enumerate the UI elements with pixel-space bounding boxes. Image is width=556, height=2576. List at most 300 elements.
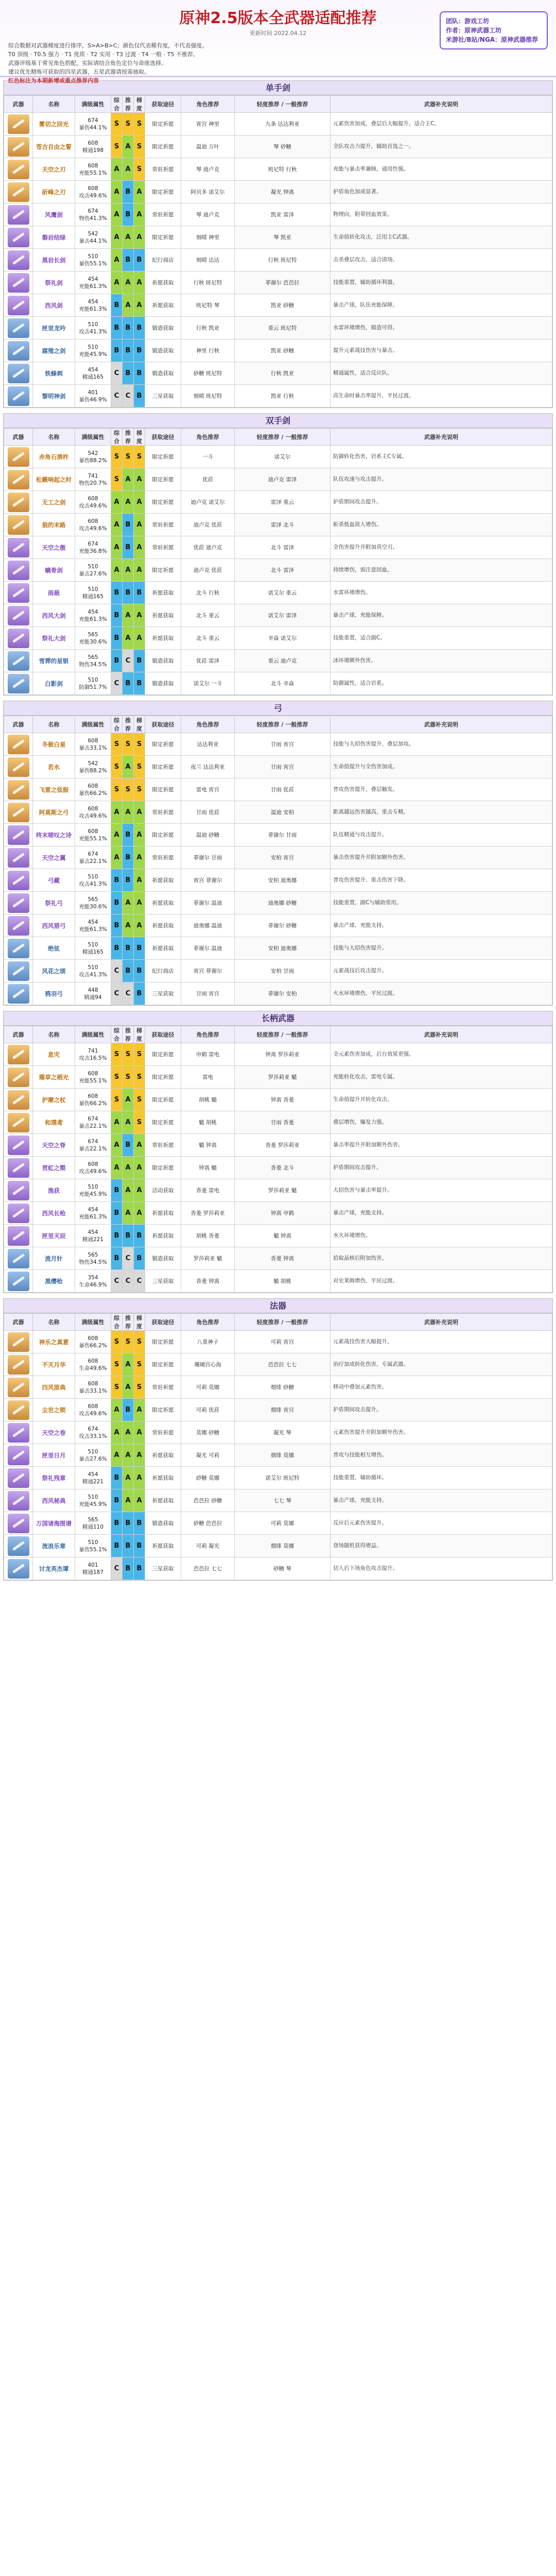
weapon-row[interactable]	[4, 362, 552, 385]
column-header-role: 角色推荐	[181, 1026, 235, 1043]
weapon-stat: 542 暴伤88.2%	[75, 446, 111, 468]
weapon-icon-cell	[4, 385, 33, 408]
column-header-stat: 满级属性	[75, 716, 111, 733]
weapon-icon-cell	[4, 650, 33, 672]
weapon-icon-cell	[4, 1089, 33, 1111]
column-header-tier3: 梯度	[134, 429, 145, 446]
weapon-icon-cell	[4, 1512, 33, 1535]
tier-badge: B	[134, 1247, 145, 1270]
column-header-icon: 武器	[4, 1314, 33, 1331]
weapon-stat: 510 精通165	[75, 582, 111, 604]
tier-badge: A	[134, 204, 145, 226]
weapon-row[interactable]	[4, 1089, 552, 1111]
weapon-row[interactable]	[4, 892, 552, 914]
obtain-method: 限定祈愿	[145, 1399, 181, 1421]
secondary-characters: 北斗 雷泽	[235, 559, 331, 582]
tier-badge: A	[134, 272, 145, 294]
weapon-table	[4, 428, 552, 695]
page-title: 原神2.5版本全武器适配推荐	[179, 9, 377, 27]
weapon-row[interactable]	[4, 672, 552, 695]
weapon-row[interactable]	[4, 559, 552, 582]
tier-badge: S	[134, 1043, 145, 1066]
tier-badge: B	[111, 627, 123, 650]
weapon-section-polearm	[3, 1011, 553, 1293]
weapon-row[interactable]	[4, 1399, 552, 1421]
recommended-characters: 刻晴 班尼特	[181, 385, 235, 408]
recommended-characters: 宵宫 神里	[181, 113, 235, 135]
tier-badge: S	[123, 446, 134, 468]
tier-badge: A	[123, 1444, 134, 1467]
tier-badge: A	[111, 1399, 123, 1421]
weapon-row[interactable]	[4, 317, 552, 340]
weapon-icon-cell	[4, 1353, 33, 1376]
weapon-row[interactable]	[4, 1421, 552, 1444]
obtain-method: 常驻祈愿	[145, 1134, 181, 1157]
obtain-method: 三星获取	[145, 1270, 181, 1293]
tier-badge: A	[123, 604, 134, 627]
tier-badge: S	[134, 778, 145, 801]
column-header-name: 名称	[33, 716, 75, 733]
secondary-characters: 重云 班尼特	[235, 317, 331, 340]
weapon-row[interactable]	[4, 846, 552, 869]
weapon-row[interactable]	[4, 650, 552, 672]
tier-badge: A	[123, 1421, 134, 1444]
obtain-method: 限定祈愿	[145, 226, 181, 249]
column-header-note: 武器补充说明	[331, 1314, 552, 1331]
weapon-row[interactable]	[4, 1043, 552, 1066]
weapon-name: 雨裁	[33, 582, 75, 604]
weapon-row[interactable]	[4, 756, 552, 778]
recommended-characters: 菲谢尔 温迪	[181, 937, 235, 960]
obtain-method: 祈愿获取	[145, 914, 181, 937]
weapon-row[interactable]	[4, 824, 552, 846]
weapon-row[interactable]	[4, 1557, 552, 1580]
tier-badge: C	[123, 650, 134, 672]
column-header-role: 角色推荐	[181, 1314, 235, 1331]
weapon-icon	[8, 871, 29, 890]
secondary-characters: 凝光 钟离	[235, 181, 331, 204]
weapon-stat: 510 防御51.7%	[75, 672, 111, 695]
secondary-characters: 安柏 甘雨	[235, 960, 331, 982]
weapon-icon	[8, 296, 29, 315]
weapon-stat: 608 暴伤66.2%	[75, 1089, 111, 1111]
weapon-icon-cell	[4, 914, 33, 937]
recommended-characters: 砂糖 班尼特	[181, 362, 235, 385]
weapon-name: 苍古自由之誓	[33, 135, 75, 158]
recommended-characters: 申鹤 雷电	[181, 1043, 235, 1066]
weapon-note: 全队攻击力提升，辅助首选之一。	[331, 135, 552, 158]
weapon-note: 击杀叠层攻击，适合清场。	[331, 249, 552, 272]
weapon-note: 全伤害提升并附加真空刃。	[331, 536, 552, 559]
weapon-icon	[8, 1158, 29, 1178]
weapon-icon-cell	[4, 1489, 33, 1512]
tier-badge: A	[123, 1202, 134, 1225]
weapon-table	[4, 95, 552, 408]
weapon-row[interactable]	[4, 340, 552, 362]
weapon-row[interactable]	[4, 272, 552, 294]
tier-badge: S	[123, 1066, 134, 1089]
weapon-icon	[8, 341, 29, 361]
weapon-row[interactable]	[4, 1179, 552, 1202]
weapon-row[interactable]	[4, 1331, 552, 1353]
weapon-note: 反应后元素伤害提升。	[331, 1512, 552, 1535]
weapon-row[interactable]	[4, 914, 552, 937]
secondary-characters: 凯亚 砂糖	[235, 294, 331, 317]
tier-badge: A	[111, 1157, 123, 1179]
tier-badge: S	[111, 1376, 123, 1399]
weapon-row[interactable]	[4, 181, 552, 204]
tier-badge: A	[134, 1467, 145, 1489]
column-header-icon: 武器	[4, 1026, 33, 1043]
secondary-characters: 凯亚 砂糖	[235, 340, 331, 362]
weapon-row[interactable]	[4, 385, 552, 408]
weapon-icon	[8, 1204, 29, 1223]
weapon-note: 斩杀低血敌人增伤。	[331, 514, 552, 536]
secondary-characters: 九条 达达利亚	[235, 113, 331, 135]
weapon-icon	[8, 538, 29, 557]
tier-badge: B	[134, 362, 145, 385]
weapon-row[interactable]	[4, 446, 552, 468]
tier-badge: A	[134, 294, 145, 317]
secondary-characters: 烟绯 莫娜	[235, 1535, 331, 1557]
intro-line: T0 顶级 · T0.5 强力 · T1 优质 · T2 实用 · T3 过渡 · T4 一般 · T5 不推荐。	[8, 51, 199, 58]
tier-badge: S	[111, 756, 123, 778]
weapon-note: 切人后下场角色攻击提升。	[331, 1557, 552, 1580]
weapon-stat: 510 暴伤55.1%	[75, 249, 111, 272]
weapon-icon-cell	[4, 113, 33, 135]
weapon-icon	[8, 735, 29, 754]
weapon-row[interactable]	[4, 960, 552, 982]
weapon-table	[4, 1026, 552, 1293]
weapon-name: 阿莫斯之弓	[33, 801, 75, 824]
secondary-characters: 凯亚 行秋	[235, 385, 331, 408]
weapon-row[interactable]	[4, 982, 552, 1005]
recommended-characters: 钟离 魈	[181, 1157, 235, 1179]
tier-badge: A	[123, 1157, 134, 1179]
tier-badge: A	[123, 1376, 134, 1399]
tier-badge: B	[134, 385, 145, 408]
weapon-icon	[8, 1332, 29, 1352]
weapon-row[interactable]	[4, 582, 552, 604]
weapon-note: 技能重置，辅助循环利器。	[331, 272, 552, 294]
weapon-note: 大招伤害与暴击率提升。	[331, 1179, 552, 1202]
weapon-row[interactable]	[4, 778, 552, 801]
weapon-note: 治疗加成转化伤害，专属武器。	[331, 1353, 552, 1376]
table-header-row	[4, 716, 552, 733]
tier-badge: A	[111, 272, 123, 294]
weapon-icon	[8, 606, 29, 625]
tier-badge: A	[134, 1134, 145, 1157]
tier-badge: A	[111, 559, 123, 582]
column-header-get: 获取途径	[145, 1314, 181, 1331]
weapon-row[interactable]	[4, 1512, 552, 1535]
weapon-stat: 454 精通221	[75, 1225, 111, 1247]
obtain-method: 常驻祈愿	[145, 158, 181, 181]
weapon-stat: 354 生命46.9%	[75, 1270, 111, 1293]
secondary-characters: 烟绯 宵宫	[235, 1399, 331, 1421]
tier-badge: S	[111, 468, 123, 491]
weapon-row[interactable]	[4, 1066, 552, 1089]
column-header-note: 武器补充说明	[331, 1026, 552, 1043]
weapon-icon	[8, 1536, 29, 1556]
obtain-method: 祈愿获取	[145, 272, 181, 294]
weapon-name: 流月针	[33, 1247, 75, 1270]
weapon-row[interactable]	[4, 468, 552, 491]
tier-badge: B	[111, 1467, 123, 1489]
weapon-section-claymore	[3, 413, 553, 696]
tier-badge: A	[123, 135, 134, 158]
column-header-name: 名称	[33, 429, 75, 446]
weapon-name: 腐殖之剑	[33, 340, 75, 362]
weapon-note: 生命值提升与全伤害加成。	[331, 756, 552, 778]
recommended-characters: 芭芭拉 砂糖	[181, 1489, 235, 1512]
tier-badge: A	[123, 1353, 134, 1376]
page-header	[0, 0, 556, 84]
weapon-stat: 741 攻击16.5%	[75, 1043, 111, 1066]
weapon-name: 白影剑	[33, 672, 75, 695]
intro-line: 建议优先精炼可获取的四星武器，五星武器请按需抽取。	[8, 69, 150, 75]
weapon-icon-cell	[4, 249, 33, 272]
weapon-row[interactable]	[4, 294, 552, 317]
weapon-icon	[8, 160, 29, 179]
column-header-rec: 轻度推荐 / 一般推荐	[235, 429, 331, 446]
weapon-note: 元素伤害加成，叠层后大幅提升，适合主C。	[331, 113, 552, 135]
tier-badge: C	[123, 1270, 134, 1293]
weapon-row[interactable]	[4, 1134, 552, 1157]
tier-badge: A	[134, 468, 145, 491]
tier-badge: A	[111, 181, 123, 204]
weapon-row[interactable]	[4, 536, 552, 559]
weapon-row[interactable]	[4, 937, 552, 960]
tier-badge: C	[123, 385, 134, 408]
weapon-row[interactable]	[4, 604, 552, 627]
weapon-name: 薙草之稻光	[33, 1066, 75, 1089]
weapon-row[interactable]	[4, 1467, 552, 1489]
recommended-characters: 琴 迪卢克	[181, 158, 235, 181]
obtain-method: 三星获取	[145, 982, 181, 1005]
tier-badge: B	[111, 317, 123, 340]
tier-badge: A	[123, 1179, 134, 1202]
weapon-row[interactable]	[4, 158, 552, 181]
column-header-get: 获取途径	[145, 96, 181, 113]
tier-badge: A	[111, 846, 123, 869]
recommended-characters: 宵宫 菲谢尔	[181, 960, 235, 982]
tier-badge: A	[111, 491, 123, 514]
weapon-stat: 565 精通110	[75, 1512, 111, 1535]
weapon-stat: 542 暴伤88.2%	[75, 756, 111, 778]
weapon-name: 冬极白星	[33, 733, 75, 756]
weapon-note: 生命值提升并转化攻击。	[331, 1089, 552, 1111]
secondary-characters: 菲谢尔 甘雨	[235, 824, 331, 846]
tier-badge: B	[134, 249, 145, 272]
secondary-characters: 诺艾尔 雷泽	[235, 604, 331, 627]
weapon-icon-cell	[4, 514, 33, 536]
tier-badge: C	[134, 1270, 145, 1293]
recommended-characters: 砂糖 芭芭拉	[181, 1512, 235, 1535]
weapon-row[interactable]	[4, 1535, 552, 1557]
weapon-icon	[8, 318, 29, 338]
tier-badge: S	[134, 756, 145, 778]
weapon-note: 登场随机获得增益。	[331, 1535, 552, 1557]
tier-badge: B	[111, 1202, 123, 1225]
weapon-icon	[8, 1514, 29, 1533]
credit-line: 作者：原神武器工坊	[446, 27, 502, 34]
weapon-row[interactable]	[4, 1444, 552, 1467]
credit-box	[440, 11, 548, 49]
weapon-name: 流浪乐章	[33, 1535, 75, 1557]
weapon-row[interactable]	[4, 491, 552, 514]
weapon-icon	[8, 515, 29, 535]
weapon-note: 暴击产球，充能支持。	[331, 914, 552, 937]
weapon-name: 赤角石溃杵	[33, 446, 75, 468]
weapon-note: 对史莱姆增伤，平民过渡。	[331, 1270, 552, 1293]
weapon-note: 暴击产球，充能支持。	[331, 1489, 552, 1512]
tier-badge: C	[111, 362, 123, 385]
weapon-stat: 608 充能55.1%	[75, 824, 111, 846]
recommended-characters: 北斗 行秋	[181, 582, 235, 604]
weapon-row[interactable]	[4, 801, 552, 824]
weapon-note: 水雷环境增伤，锻造可得。	[331, 317, 552, 340]
weapon-note: 元素战技后攻击提升。	[331, 960, 552, 982]
recommended-characters: 砂糖 莫娜	[181, 1467, 235, 1489]
tier-badge: B	[123, 937, 134, 960]
recommended-characters: 刻晴 达达	[181, 249, 235, 272]
weapon-icon	[8, 447, 29, 467]
weapon-icon-cell	[4, 536, 33, 559]
weapon-name: 无工之剑	[33, 491, 75, 514]
weapon-icon-cell	[4, 158, 33, 181]
weapon-stat: 608 生命49.6%	[75, 1353, 111, 1376]
weapon-icon	[8, 651, 29, 671]
recommended-characters: 雷电	[181, 1066, 235, 1089]
recommended-characters: 迪卢克 优菈	[181, 559, 235, 582]
obtain-method: 限定祈愿	[145, 1089, 181, 1111]
weapon-stat: 608 精通198	[75, 135, 111, 158]
weapon-row[interactable]	[4, 204, 552, 226]
weapon-row[interactable]	[4, 1202, 552, 1225]
weapon-note: 全元素伤害加成，后台效果更强。	[331, 1043, 552, 1066]
tier-badge: A	[123, 627, 134, 650]
tier-badge: C	[111, 385, 123, 408]
weapon-row[interactable]	[4, 514, 552, 536]
tier-badge: C	[111, 1557, 123, 1580]
tier-badge: B	[111, 937, 123, 960]
tier-badge: S	[111, 1043, 123, 1066]
weapon-row[interactable]	[4, 1247, 552, 1270]
secondary-characters: 辛焱 诺艾尔	[235, 627, 331, 650]
weapon-row[interactable]	[4, 733, 552, 756]
column-header-tier2: 推荐	[123, 716, 134, 733]
obtain-method: 常驻祈愿	[145, 1421, 181, 1444]
obtain-method: 活动获取	[145, 1179, 181, 1202]
weapon-row[interactable]	[4, 226, 552, 249]
weapon-row[interactable]	[4, 1157, 552, 1179]
tier-badge: S	[134, 1353, 145, 1376]
obtain-method: 常驻祈愿	[145, 536, 181, 559]
obtain-method: 祈愿获取	[145, 604, 181, 627]
weapon-name: 风鹰剑	[33, 204, 75, 226]
weapon-note: 生命值转化攻击，泛用主C武器。	[331, 226, 552, 249]
credit-line: 米游社/B站/NGA：原神武器推荐	[446, 36, 538, 43]
secondary-characters: 行秋 班尼特	[235, 249, 331, 272]
tier-badge: C	[123, 982, 134, 1005]
secondary-characters: 迪卢克 雷泽	[235, 468, 331, 491]
weapon-row[interactable]	[4, 627, 552, 650]
tier-badge: S	[111, 446, 123, 468]
weapon-row[interactable]	[4, 1270, 552, 1293]
obtain-method: 祈愿获取	[145, 294, 181, 317]
tier-badge: A	[123, 559, 134, 582]
recommended-characters: 刻晴 神里	[181, 226, 235, 249]
recommended-characters: 夜兰 达达利亚	[181, 756, 235, 778]
weapon-name: 西风秘典	[33, 1489, 75, 1512]
weapon-icon	[8, 1067, 29, 1087]
weapon-row[interactable]	[4, 1111, 552, 1134]
obtain-method: 祈愿获取	[145, 1202, 181, 1225]
weapon-row[interactable]	[4, 1376, 552, 1399]
obtain-method: 锻造获取	[145, 672, 181, 695]
weapon-row[interactable]	[4, 1225, 552, 1247]
weapon-row[interactable]	[4, 1489, 552, 1512]
weapon-row[interactable]	[4, 113, 552, 135]
tier-badge: A	[134, 627, 145, 650]
weapon-stat: 674 暴击22.1%	[75, 1134, 111, 1157]
weapon-note: 护盾期间攻击提升。	[331, 1157, 552, 1179]
weapon-icon	[8, 182, 29, 202]
weapon-row[interactable]	[4, 249, 552, 272]
tier-badge: S	[123, 778, 134, 801]
weapon-note: 普攻伤害提升，叠层触发。	[331, 778, 552, 801]
weapon-row[interactable]	[4, 1353, 552, 1376]
weapon-icon	[8, 984, 29, 1004]
weapon-icon	[8, 1181, 29, 1200]
tier-badge: B	[123, 1399, 134, 1421]
tier-badge: A	[123, 801, 134, 824]
tier-badge: B	[123, 672, 134, 695]
weapon-name: 绝弦	[33, 937, 75, 960]
weapon-note: 护盾角色加成显著。	[331, 181, 552, 204]
weapon-icon-cell	[4, 824, 33, 846]
recommended-characters: 温迪 砂糖	[181, 824, 235, 846]
secondary-characters: 北斗 辛焱	[235, 672, 331, 695]
weapon-icon-cell	[4, 1270, 33, 1293]
column-header-tier1: 综合	[111, 96, 123, 113]
weapon-name: 天空之傲	[33, 536, 75, 559]
tier-badge: B	[123, 1557, 134, 1580]
secondary-characters: 钟离 香菱	[235, 1089, 331, 1111]
tier-badge: B	[134, 1557, 145, 1580]
obtain-method: 限定祈愿	[145, 559, 181, 582]
column-header-name: 名称	[33, 1026, 75, 1043]
weapon-name: 万国诸海图谱	[33, 1512, 75, 1535]
weapon-icon	[8, 1378, 29, 1397]
weapon-icon	[8, 228, 29, 247]
weapon-stat: 510 充能45.9%	[75, 1489, 111, 1512]
column-header-tier2: 推荐	[123, 1026, 134, 1043]
weapon-icon	[8, 916, 29, 936]
weapon-row[interactable]	[4, 869, 552, 892]
tier-badge: A	[134, 604, 145, 627]
weapon-icon-cell	[4, 340, 33, 362]
column-header-get: 获取途径	[145, 716, 181, 733]
weapon-row[interactable]	[4, 135, 552, 158]
tier-badge: B	[134, 1512, 145, 1535]
tier-badge: A	[123, 892, 134, 914]
page-subtitle: 更新时间 2022.04.12	[249, 30, 307, 37]
tier-badge: B	[123, 846, 134, 869]
obtain-method: 祈愿获取	[145, 1444, 181, 1467]
tier-badge: A	[134, 559, 145, 582]
